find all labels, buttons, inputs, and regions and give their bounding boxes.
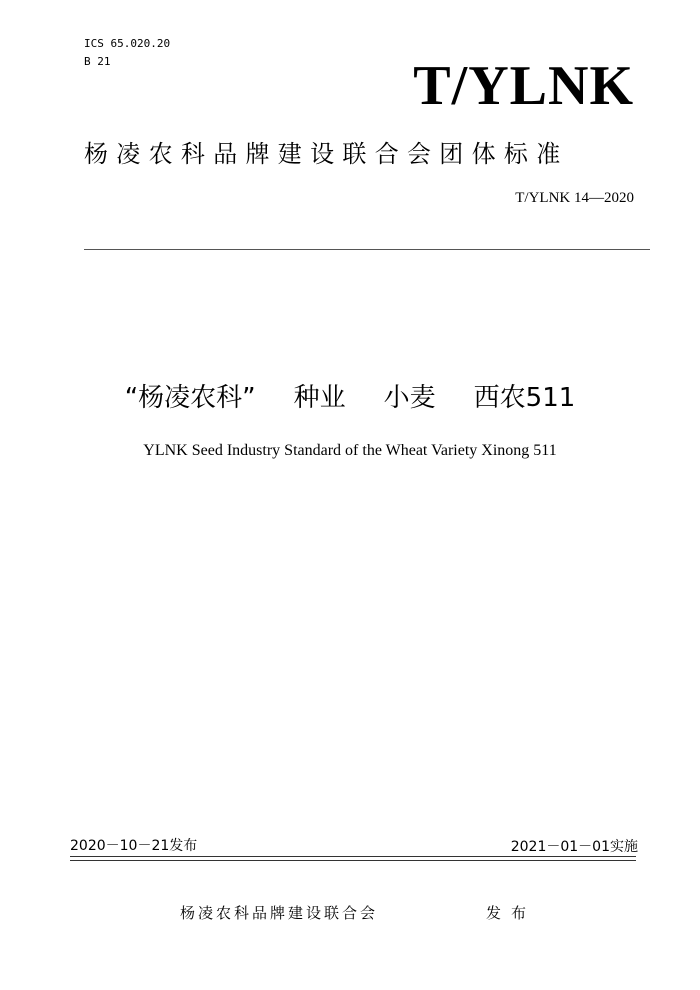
footer-divider-upper	[70, 856, 636, 857]
title-part-brand: “杨凌农科”	[124, 383, 256, 413]
organization-standard-title: 杨凌农科品牌建设联合会团体标准	[84, 140, 569, 168]
document-title-english: YLNK Seed Industry Standard of the Wheat Variety Xinong 511	[143, 442, 557, 459]
footer-divider-lower	[70, 860, 636, 861]
standard-number: T/YLNK 14—2020	[515, 190, 634, 206]
title-part-industry: 种业	[293, 383, 346, 413]
effective-date: 2021－01－01实施	[510, 839, 638, 855]
publisher-name: 杨凌农科品牌建设联合会	[180, 904, 379, 922]
issue-date: 2020－10－21发布	[70, 838, 198, 854]
ccs-code: B 21	[84, 55, 111, 68]
title-part-variety: 西农511	[473, 383, 576, 413]
standard-logo: T/YLNK	[413, 55, 634, 117]
title-part-crop: 小麦	[383, 383, 436, 413]
ics-code: ICS 65.020.20	[84, 37, 171, 50]
publish-label: 发布	[486, 904, 537, 922]
header-divider	[84, 249, 650, 250]
document-title-chinese	[0, 380, 700, 416]
